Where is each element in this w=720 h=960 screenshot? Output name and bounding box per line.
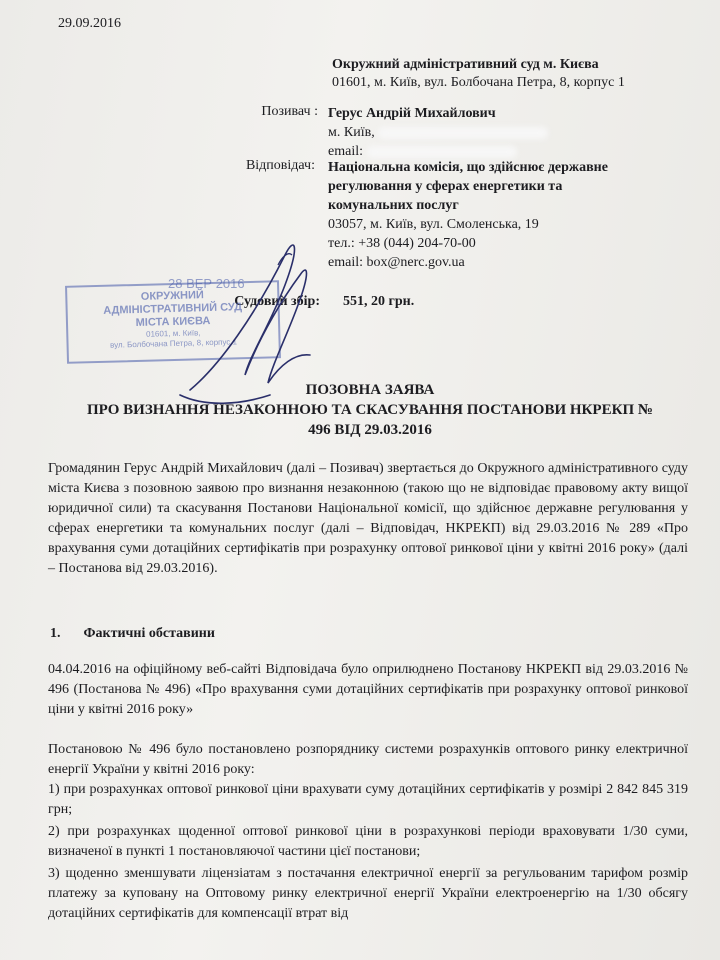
title-line1: ПОЗОВНА ЗАЯВА — [305, 382, 435, 398]
court-name: Окружний адміністративний суд м. Києва — [332, 57, 599, 72]
stamp-line4: 01601, м. Київ, — [145, 328, 201, 339]
list-item-2: 2) при розрахунках щоденної оптової ринкової ціни в розрахункові періоди враховувати 1/30 суми, визначеної в пункті 1 постановляючої частини цієї постанови; — [48, 824, 688, 859]
plaintiff-name: Герус Андрій Михайлович — [328, 106, 496, 121]
paragraph-2: Постановою № 496 було постановлено розпоряднику системи розрахунків оптового ринку електричної енергії України у квітні 2016 року: — [48, 742, 688, 777]
defendant-block — [328, 158, 608, 272]
document-date: 29.09.2016 — [58, 16, 121, 31]
defendant-name-line1: Національна комісія, що здійснює державне — [328, 160, 608, 175]
title-line3: 496 ВІД 29.03.2016 — [308, 422, 432, 438]
redacted-address — [378, 127, 548, 139]
section-heading — [50, 626, 215, 642]
defendant-phone: тел.: +38 (044) 204-70-00 — [328, 236, 476, 251]
intro-paragraph: Громадянин Герус Андрій Михайлович (далі – Позивач) звертається до Окружного адміністративного суду міста Києва з позовною заявою про визнання незаконною (такою що не відповідає правовому акту вищої юридичної сили) та скасування Постанови Національної комісії, що здійснює державне регулювання у сферах енергетики та комунальних послуг (далі – Відповідач, НКРЕКП) від 29.03.2016 № 289 «Про врахування суми дотаційних сертифікатів при розрахунку оптової ринкової ціни у квітні 2016 року» (далі – Постанова від 29.03.2016). — [48, 461, 688, 576]
list-item-1: 1) при розрахунках оптової ринкової ціни врахувати суму дотаційних сертифікатів у розмірі 2 842 845 319 грн; — [48, 782, 688, 817]
title-line2: ПРО ВИЗНАННЯ НЕЗАКОННОЮ ТА СКАСУВАННЯ ПОСТАНОВИ НКРЕКП № — [87, 402, 653, 418]
fee-label: Судовий збір: — [234, 294, 320, 309]
court-address: 01601, м. Київ, вул. Болбочана Петра, 8, корпус 1 — [332, 75, 625, 90]
paragraph-1: 04.04.2016 на офіційному веб-сайті Відповідача було оприлюднено Постанову НКРЕКП від 29.03.2016 № 496 (Постанова № 496) «Про врахування суми дотаційних сертифікатів при розрахунку оптової ринкової ціни у квітні 2016 року» — [48, 662, 688, 717]
defendant-name-line3: комунальних послуг — [328, 198, 459, 213]
fee-value: 551, 20 грн. — [343, 294, 415, 309]
court-block — [332, 56, 625, 92]
defendant-name-line2: регулювання у сферах енергетики та — [328, 179, 563, 194]
list-item-3: 3) щоденно зменшувати ліцензіатам з постачання електричної енергії за регульованим тарифом розмір платежу за куповану на Оптовому ринку електричної енергії України електроенергію на 1/30 обсягу дотаційних сертифікатів для компенсації втрат від — [48, 866, 688, 921]
stamp-date: 28 ВЕР 2016 — [168, 276, 245, 291]
redacted-email — [367, 146, 517, 158]
plaintiff-email: email: — [328, 144, 363, 159]
document-title — [60, 380, 680, 440]
section-title: Фактичні обставини — [83, 626, 215, 641]
stamp-line3: МІСТА КИЄВА — [135, 315, 211, 329]
defendant-email: email: box@nerc.gov.ua — [328, 255, 465, 270]
stamp-line5: вул. Болбочана Петра, 8, корпус 1 — [109, 337, 238, 350]
stamp-line2: АДМІНІСТРАТИВНИЙ СУД — [103, 301, 243, 317]
plaintiff-block — [328, 104, 548, 161]
section-number: 1. — [50, 626, 61, 641]
stamp-line1: ОКРУЖНИЙ — [140, 289, 204, 303]
plaintiff-city: м. Київ, — [328, 125, 375, 140]
plaintiff-label: Позивач : — [261, 104, 318, 119]
defendant-address: 03057, м. Київ, вул. Смоленська, 19 — [328, 217, 539, 232]
defendant-label: Відповідач: — [245, 158, 315, 173]
